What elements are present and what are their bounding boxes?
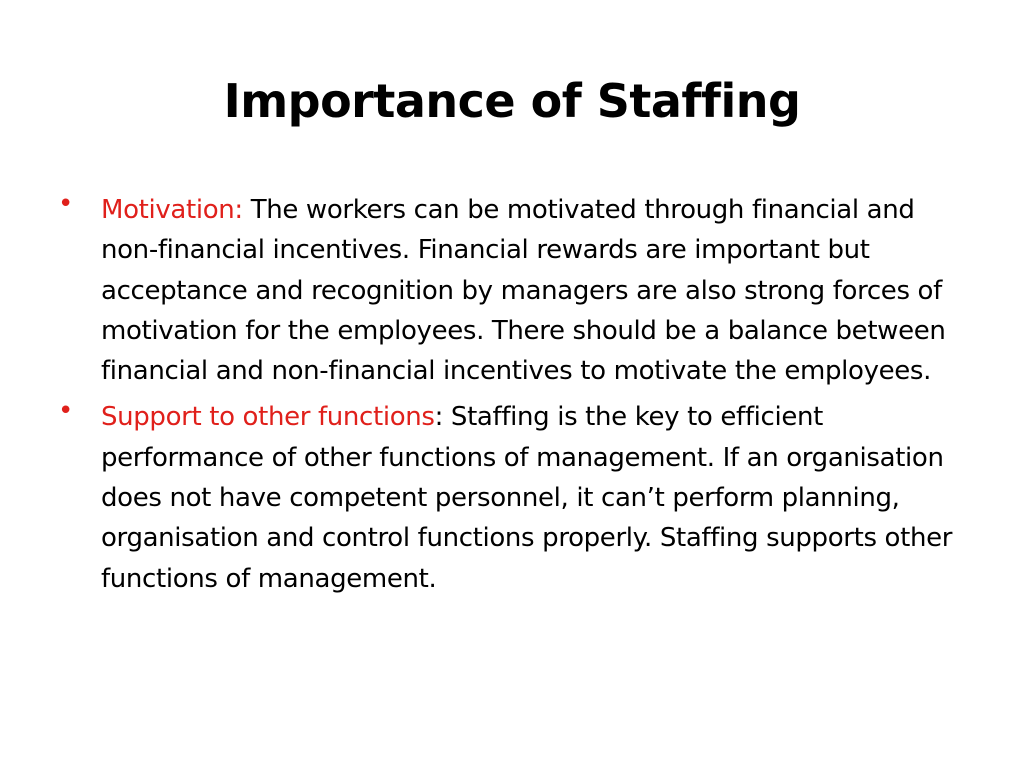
- bullet-dot-icon: •: [58, 189, 73, 219]
- slide-title: Importance of Staffing: [223, 74, 801, 128]
- bullet-term: Motivation:: [101, 195, 243, 225]
- bullet-item-motivation: [58, 190, 978, 391]
- bullet-term: Support to other functions: [101, 402, 435, 433]
- bullet-list: [58, 190, 978, 605]
- bullet-dot-icon: •: [58, 396, 73, 427]
- bullet-text: : Staffing is the key to efficient performance of other functions of management. If an organisation does not have competent personnel, it can’t perform planning, organisation and control functions properly. Staffing supports other functions of management.: [101, 402, 953, 594]
- bullet-text: The workers can be motivated through financial and non-financial incentives. Financial rewards are important but acceptance and recognition by managers are also strong forces of motivation for the employees. There should be a balance between financial and non-financial incentives to motivate the employees.: [101, 195, 946, 387]
- bullet-item-support: [58, 397, 978, 598]
